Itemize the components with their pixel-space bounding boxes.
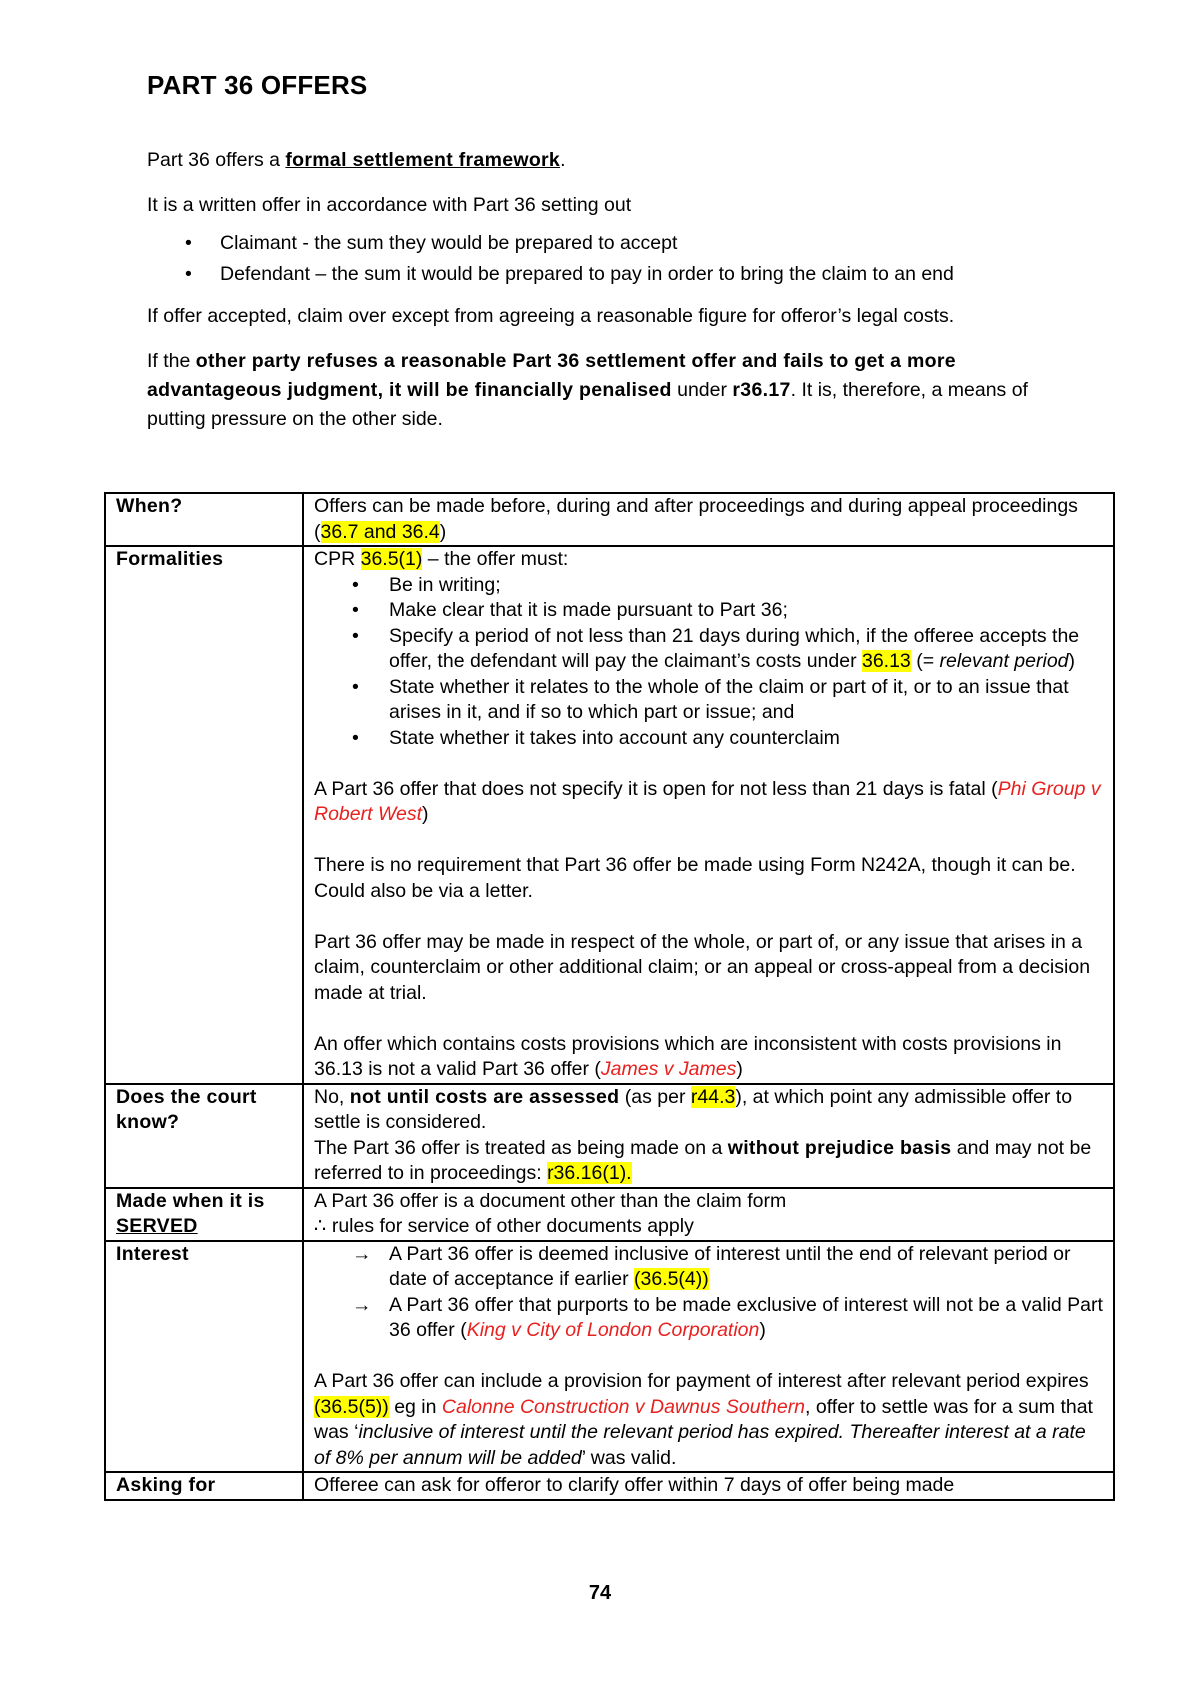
interest-paragraph: A Part 36 offer can include a provision for payment of interest after relevant period expires (36.5(5)) eg in Calonne Construction v Dawnus Southern, offer to settle was for a sum that was ‘inclusive of interest until the relevant period has expired. Thereafter interest at a rate of 8% per annum will be added’ was valid.	[314, 1370, 1093, 1469]
row-label: Asking for	[105, 1472, 303, 1500]
list-item: • Specify a period of not less than 21 days during which, if the offeree accepts the offer, the defendant will pay the claimant’s costs under 36.13 (= relevant period)	[352, 624, 1080, 672]
table-row-when	[105, 493, 1114, 546]
list-item: • State whether it relates to the whole of the claim or part of it, or to an issue that arises in it, and if so to which part or issue; and	[352, 675, 1069, 723]
row-label: Formalities	[105, 546, 303, 1084]
list-item: • Defendant – the sum it would be prepared to pay in order to bring the claim to an end	[147, 259, 1077, 290]
formalities-paragraph: There is no requirement that Part 36 offer be made using Form N242A, though it can be. Could also be via a letter.	[314, 854, 1076, 902]
highlighted-reference: (36.5(5))	[314, 1395, 389, 1418]
row-content: No, not until costs are assessed (as per r44.3), at which point any admissible offer to settle is considered. The Part 36 offer is treated as being made on a without prejudice basis and may not be referred to in proceedings: r36.16(1).	[303, 1084, 1114, 1188]
bullet-icon: •	[352, 599, 359, 621]
page-number: 74	[588, 1582, 612, 1604]
row-label: When?	[105, 493, 303, 546]
case-citation: Phi Group v Robert West	[314, 777, 1101, 825]
intro-bullet-list	[147, 228, 1077, 290]
row-content	[303, 1241, 1114, 1473]
intro-paragraph-2: It is a written offer in accordance with Part 36 setting out	[147, 194, 632, 216]
page-title: PART 36 OFFERS	[147, 70, 368, 100]
highlighted-reference: (36.5(4))	[633, 1268, 709, 1290]
row-label: Made when it is SERVED	[105, 1188, 303, 1241]
case-citation: James v James	[600, 1058, 737, 1080]
table-row-court	[105, 1084, 1114, 1188]
interest-list	[314, 1242, 1105, 1344]
formalities-list	[314, 573, 1105, 752]
bullet-icon: •	[352, 624, 359, 647]
formalities-paragraph: Part 36 offer may be made in respect of the whole, or part of, or any issue that arises in a claim, counterclaim or other additional claim; or an appeal or cross-appeal from a decision made at trial.	[314, 930, 1091, 1004]
highlighted-reference: 36.13	[861, 650, 911, 672]
row-content: A Part 36 offer is a document other than the claim form ∴ rules for service of other documents apply	[303, 1188, 1114, 1241]
table-row-served	[105, 1188, 1114, 1241]
bullet-icon: •	[352, 675, 359, 698]
arrow-right-icon: →	[352, 1293, 372, 1316]
list-item: → A Part 36 offer that purports to be made exclusive of interest will not be a valid Part 36 offer (King v City of London Corporation)	[352, 1293, 1103, 1341]
highlighted-reference: 36.5(1)	[360, 548, 423, 570]
list-item: • Make clear that it is made pursuant to Part 36;	[314, 598, 1105, 624]
row-content: Offers can be made before, during and after proceedings and during appeal proceedings (36.7 and 36.4)	[303, 493, 1114, 546]
list-item: • Be in writing;	[314, 573, 1105, 599]
intro-paragraph-3: If offer accepted, claim over except from agreeing a reasonable figure for offeror’s legal costs.	[147, 305, 955, 327]
part36-table	[104, 492, 1115, 1501]
bullet-icon: •	[352, 573, 359, 596]
formal-settlement-term: formal settlement framework	[285, 149, 561, 171]
highlighted-reference: r36.16(1).	[547, 1162, 632, 1184]
highlighted-reference: 36.7 and 36.4	[320, 520, 440, 543]
row-content: CPR 36.5(1) – the offer must: • Be in writing; • Make clear that it is made pursuant to Part 36; • Specify a period of not less than 21 days during which, if the offeree accepts the offer, the defendant will pay the claimant’s costs under 36.13 (= relevant period) • State whether it relates to the whole of the claim or part of it, or to an issue that arises in it, and if so to which part or issue; and • State whether it takes into account any counterclaim A Part 36 offer that does not specify it is open for not less than 21 days is fatal (Phi Group v Robert West) There is no requirement that Part 36 offer be made using Form N242A, though it can be. Could also be via a letter. Part 36 offer may be made in respect of the whole, or part of, or any issue that arises in a claim, counterclaim or other additional claim; or an appeal or cross-appeal from a decision made at trial. An offer which contains costs provisions which are inconsistent with costs provisions in 36.13 is not a valid Part 36 offer (James v James)	[303, 546, 1114, 1084]
table-row-formalities	[105, 546, 1114, 1084]
arrow-right-icon: →	[352, 1242, 372, 1265]
bullet-icon: •	[185, 232, 192, 254]
intro-paragraph-4: If the other party refuses a reasonable Part 36 settlement offer and fails to get a more advantageous judgment, it will be financially penalised under r36.17. It is, therefore, a means of putting pressure on the other side.	[147, 350, 1028, 430]
case-citation: King v City of London Corporation	[466, 1319, 760, 1341]
intro-paragraph-1: Part 36 offers a formal settlement framework.	[147, 149, 566, 171]
formalities-paragraph: An offer which contains costs provisions which are inconsistent with costs provisions in 36.13 is not a valid Part 36 offer (James v James)	[314, 1032, 1062, 1080]
table-row-interest	[105, 1241, 1114, 1473]
row-label: Interest	[105, 1241, 303, 1473]
table-row-asking	[105, 1472, 1114, 1500]
case-citation: Calonne Construction v Dawnus Southern	[441, 1395, 806, 1418]
list-item: • State whether it takes into account any counterclaim	[314, 726, 1105, 752]
list-item: • Claimant - the sum they would be prepared to accept	[147, 228, 1077, 259]
list-item: → A Part 36 offer is deemed inclusive of interest until the end of relevant period or date of acceptance if earlier (36.5(4))	[352, 1242, 1071, 1290]
highlighted-reference: r44.3	[690, 1085, 736, 1108]
row-content: Offeree can ask for offeror to clarify offer within 7 days of offer being made	[303, 1472, 1114, 1500]
bullet-icon: •	[352, 726, 359, 749]
bullet-icon: •	[185, 263, 192, 285]
row-label: Does the court know?	[105, 1084, 303, 1188]
intro-section	[147, 146, 1077, 450]
formalities-paragraph: A Part 36 offer that does not specify it is open for not less than 21 days is fatal (Phi Group v Robert West)	[314, 777, 1101, 825]
